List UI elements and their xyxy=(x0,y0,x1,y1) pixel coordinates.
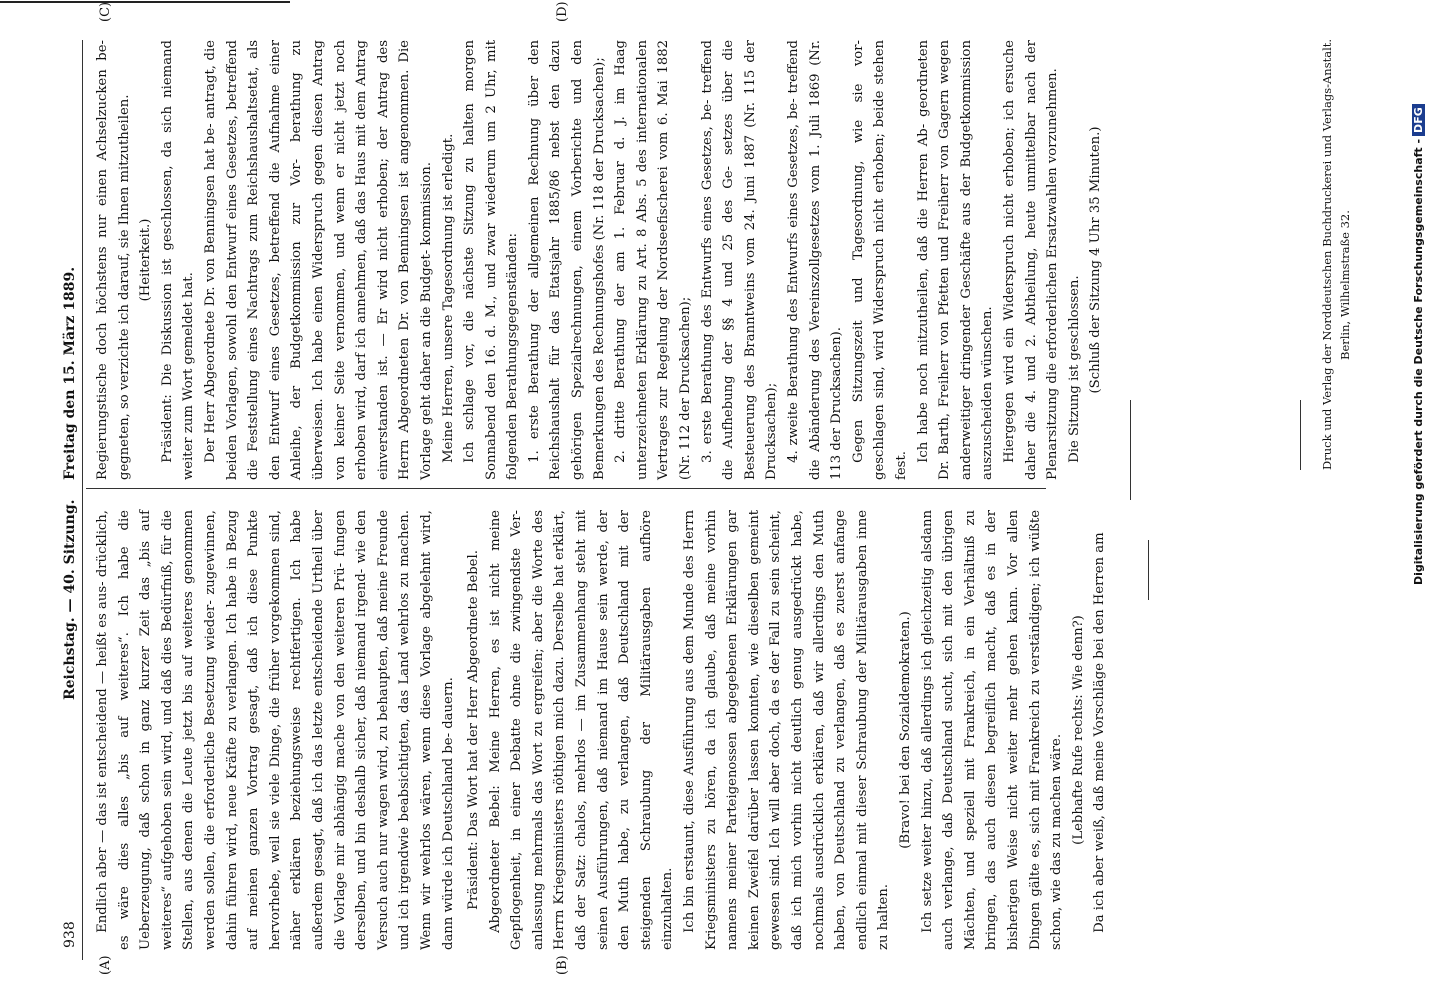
printer-line-2: Berlin, Wilhelmstraße 32. xyxy=(1338,210,1352,360)
margin-letter-a: (A) xyxy=(98,955,113,975)
paragraph: Die Sitzung ist geschlossen. xyxy=(1066,275,1082,463)
paragraph: Hiergegen wird ein Widerspruch nicht erhoben; ich ersuche daher die 4. und 2. Abtheilung, heute unmittelbar nach der Plenarsitzung die erforderlichen Ersatzwahlen vorzunehmen. xyxy=(1001,40,1061,480)
closing-note: (Schluß der Sitzung 4 Uhr 35 Minuten.) xyxy=(1088,126,1104,394)
left-column xyxy=(92,510,1111,950)
margin-letter-d: (D) xyxy=(555,1,570,22)
margin-letter-b: (B) xyxy=(555,955,570,975)
running-head-session: Reichstag. — 40. Sitzung. xyxy=(62,499,78,700)
right-column xyxy=(92,40,1107,480)
printer-line-1: Druck und Verlag der Norddeutschen Buchdruckerei und Verlags-Anstalt. xyxy=(1320,38,1334,470)
top-rule xyxy=(0,1,290,3)
paragraph: Regierungstische doch höchstens nur einen Achselzucken be- gegneten, so verzichte ich darauf, sie Ihnen mitzutheilen. xyxy=(95,40,132,480)
interjection: (Bravo! bei den Sozialdemokraten.) xyxy=(897,611,913,849)
dfg-badge: DFG xyxy=(1412,104,1425,136)
paragraph: Gegen Sitzungszeit und Tagesordnung, wie sie vor- geschlagen sind, wird Widerspruch nicht erhoben; beide stehen fest. xyxy=(850,40,909,480)
list-item: 1. erste Berathung der allgemeinen Rechnung über den Reichshaushalt für das Etatsjahr 1885/86 nebst den dazu gehörigen Spezialrechnungen, einem Vorberichte und den Bemerkungen des Rechnungshofes (Nr. 118 der Drucksachen); xyxy=(526,40,607,480)
paragraph: Abgeordneter Bebel: Meine Herren, es ist nicht meine Gepflogenheit, in einer Debatte ohne die zwingendste Ver- anlassung mehrmals das Wort zu ergreifen; aber die Worte des Herrn Kriegsministers nöthigen mich dazu. Derselbe hat erklärt, daß der Satz: chalos, mehrlos — im Zusammenhang steht mit seinen Ausführungen, daß niemand im Hause sein werde, der den Muth habe, zu verlangen, daß Deutschland mit der steigenden Schraubung der Militärausgaben aufhöre einzuhalten. xyxy=(487,510,676,950)
paragraph: Ich habe noch mitzutheilen, daß die Herren Ab- geordneten Dr. Barth, Freiherr von Pfetten und Freiherr von Gagern wegen anderweitiger dringender Geschäfte aus der Budgetkommission auszuscheiden wünschen. xyxy=(915,40,996,480)
paragraph: Der Herr Abgeordnete Dr. von Benningsen hat be- antragt, die beiden Vorlagen, sowohl den Entwurf eines Gesetzes, betreffend die Feststellung eines Nachtrags zum Reichshaushaltsetat, als den Entwurf eines Gesetzes, betreffend die Aufnahme einer Anleihe, der Budgetkommission zur Vor- berathung zu überweisen. Ich habe einen Widerspruch gegen diesen Antrag von keiner Seite vernommen, und wenn er nicht jetzt noch erhoben wird, darf ich annehmen, daß das Haus mit dem Antrag einverstanden ist. — Er wird nicht erhoben; der Antrag des Herrn Abgeordneten Dr. von Benningsen ist angenommen. Die Vorlage geht daher an die Budget- kommission. xyxy=(202,40,434,480)
footer-rule xyxy=(1300,400,1301,470)
paragraph: Meine Herren, unsere Tagesordnung ist erledigt. xyxy=(440,133,456,463)
paragraph: Endlich aber — das ist entscheidend — heißt es aus- drücklich, es wäre dies alles „bis auf weiteres“. Ich habe die Ueberzeugung, daß schon in ganz kurzer Zeit das „bis auf weiteres“ aufgehoben sein wird, und daß dies Bedürfniß, für die Stellen, aus denen die Leute jetzt bis auf weiteres genommen werden sollen, die erforderliche Besetzung wieder- zugewinnen, dahin führen wird, neue Kräfte zu verlangen. Ich habe in Bezug auf meinen ganzen Vortrag gesagt, daß ich diese Punkte hervorhebe, weil sie viele Dinge, die früher vorgekommen sind, näher erklären beziehungsweise rechtfertigen. Ich habe außerdem gesagt, daß ich das letzte entscheidende Urtheil über die Vorlage mir abhängig mache von den weiteren Prü- fungen derselben, und bin deshalb sicher, daß niemand irgend- wie den Versuch auch nur wagen wird, zu behaupten, daß meine Freunde und ich irgendwie beabsichtigten, das Land wehrlos zu machen. Wenn wir wehrlos wären, wenn diese Vorlage abgelehnt wird, dann würde ich Deutschland be- dauern. xyxy=(95,510,456,950)
running-head-date: Freitag den 15. März 1889. xyxy=(62,266,78,480)
digitization-text: Digitalisierung gefördert durch die Deutsche Forschungsgemeinschaft - xyxy=(1412,138,1425,585)
paragraph: Ich setze weiter hinzu, daß allerdings ich gleichzeitig alsdann auch verlange, daß Deutschland sucht, sich mit den übrigen Mächten, und speziell mit Frankreich, in ein Verhältniß zu bringen, das auch diesen begreiflich macht, daß es in der bisherigen Weise nicht weiter mehr gehen kann. Vor allen Dingen gälte es, sich mit Frankreich zu verständigen; ich wüßte schon, wie das zu machen wäre. xyxy=(919,510,1065,950)
list-item: 3. erste Berathung des Entwurfs eines Gesetzes, be- treffend die Aufhebung der §§ 4 und 25 des Ge- setzes über die Besteuerung des Branntweins vom 24. Juni 1887 (Nr. 115 der Drucksachen); xyxy=(699,40,780,480)
interjection: (Lebhafte Rufe rechts: Wie denn?) xyxy=(1070,615,1086,845)
paragraph: Präsident: Das Wort hat der Herr Abgeordnete Bebel. xyxy=(466,550,482,910)
closing-rule-short xyxy=(1148,540,1149,600)
margin-letter-c: (C) xyxy=(98,1,113,22)
paragraph: Präsident: Die Diskussion ist geschlossen, da sich niemand weiter zum Wort gemeldet hat. xyxy=(159,40,197,480)
list-item: 4. zweite Berathung des Entwurfs eines Gesetzes, be- treffend die Abänderung des Vereinszollgesetzes vom 1. Juli 1869 (Nr. 113 der Drucksachen). xyxy=(786,40,845,480)
digitization-note xyxy=(1412,104,1425,585)
header-rule xyxy=(82,40,83,960)
paragraph: Da ich aber weiß, daß meine Vorschläge bei den Herren am xyxy=(1092,532,1108,933)
paragraph: Ich schlage vor, die nächste Sitzung zu halten morgen Sonnabend den 16. d. M., und zwar wiederum um 2 Uhr, mit folgenden Berathungsgegenständen: xyxy=(462,40,521,480)
paragraph: Ich bin erstaunt, diese Ausführung aus dem Munde des Herrn Kriegsministers zu hören, da ich glaube, daß meine vorhin namens meiner Parteigenossen abgegebenen Erklärungen gar keinen Zweifel darüber lassen konnten, wie dieselben gemeint gewesen sind. Ich will aber doch, da es der Fall zu sein scheint, daß ich mich vorhin nicht deutlich genug ausgedrückt habe, nochmals ausdrücklich erklären, daß wir allerdings den Muth haben, von Deutschland zu verlangen, daß es zuerst anfange endlich einmal mit dieser Schraubung der Militärausgaben inne zu halten. xyxy=(682,510,892,950)
page-number: 938 xyxy=(62,921,78,948)
list-item: 2. dritte Berathung der am 1. Februar d. J. im Haag unterzeichneten Erklärung zu Art. 8 Abs. 5 des internationalen Vertrages zur Regelung der Nordseefischerei vom 6. Mai 1882 (Nr. 112 der Drucksachen); xyxy=(613,40,694,480)
interjection: (Heiterkeit.) xyxy=(138,218,154,302)
column-divider xyxy=(86,488,1046,489)
closing-rule xyxy=(1130,400,1131,500)
